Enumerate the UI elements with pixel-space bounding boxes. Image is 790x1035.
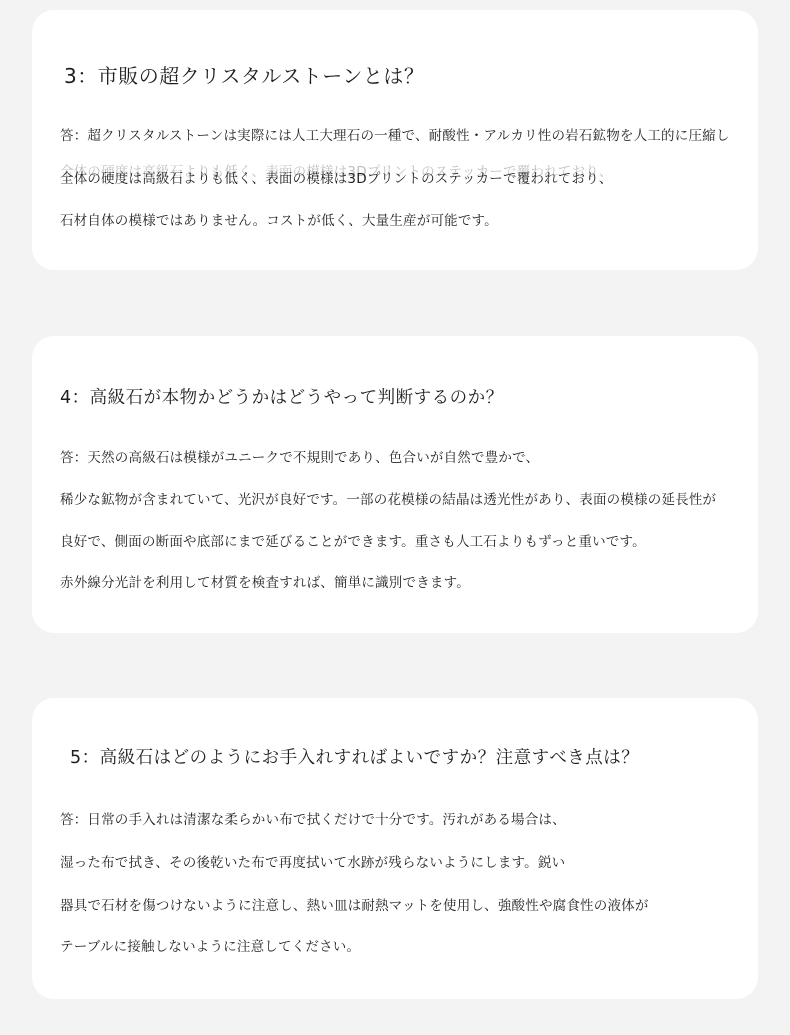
faq-answer-line: 湿った布で拭き、その後乾いた布で再度拭いて水跡が残らないようにします。鋭い (60, 855, 566, 871)
faq-answer-line: 全体の硬度は高級石よりも低く、表面の模様は3Dプリントのステッカーで覆われており、 (60, 171, 613, 187)
faq-question: 5：高級石はどのようにお手入れすればよいですか？注意すべき点は？ (70, 748, 640, 768)
faq-card-5 (32, 698, 758, 999)
faq-question: 4：高級石が本物かどうかはどうやって判断するのか？ (60, 388, 504, 408)
faq-answer-line: 答：超クリスタルストーンは実際には人工大理石の一種で、耐酸性・アルカリ性の岩石鉱物を人工的に圧縮し (60, 128, 730, 144)
faq-answer-line: 石材自体の模様ではありません。コストが低く、大量生産が可能です。 (60, 213, 498, 229)
faq-answer-line: 答：日常の手入れは清潔な柔らかい布で拭くだけで十分です。汚れがある場合は、 (60, 812, 566, 828)
faq-answer-line: 稀少な鉱物が含まれていて、光沢が良好です。一部の花模様の結晶は透光性があり、表面の模様の延長性が (60, 492, 717, 508)
faq-answer-line: 答：天然の高級石は模様がユニークで不規則であり、色合いが自然で豊かで、 (60, 450, 540, 466)
faq-answer-line: 器具で石材を傷つけないように注意し、熱い皿は耐熱マットを使用し、強酸性や腐食性の液体が (60, 898, 649, 914)
faq-question: 3：市販の超クリスタルストーンとは？ (64, 64, 425, 88)
faq-card-4 (32, 336, 758, 633)
faq-answer-line: テーブルに接触しないように注意してください。 (60, 939, 361, 955)
faq-answer-line: 赤外線分光計を利用して材質を検査すれば、簡単に識別できます。 (60, 575, 470, 591)
faq-answer-line: 良好で、側面の断面や底部にまで延びることができます。重さも人工石よりもずっと重いです。 (60, 534, 646, 550)
faq-card-3 (32, 10, 758, 270)
